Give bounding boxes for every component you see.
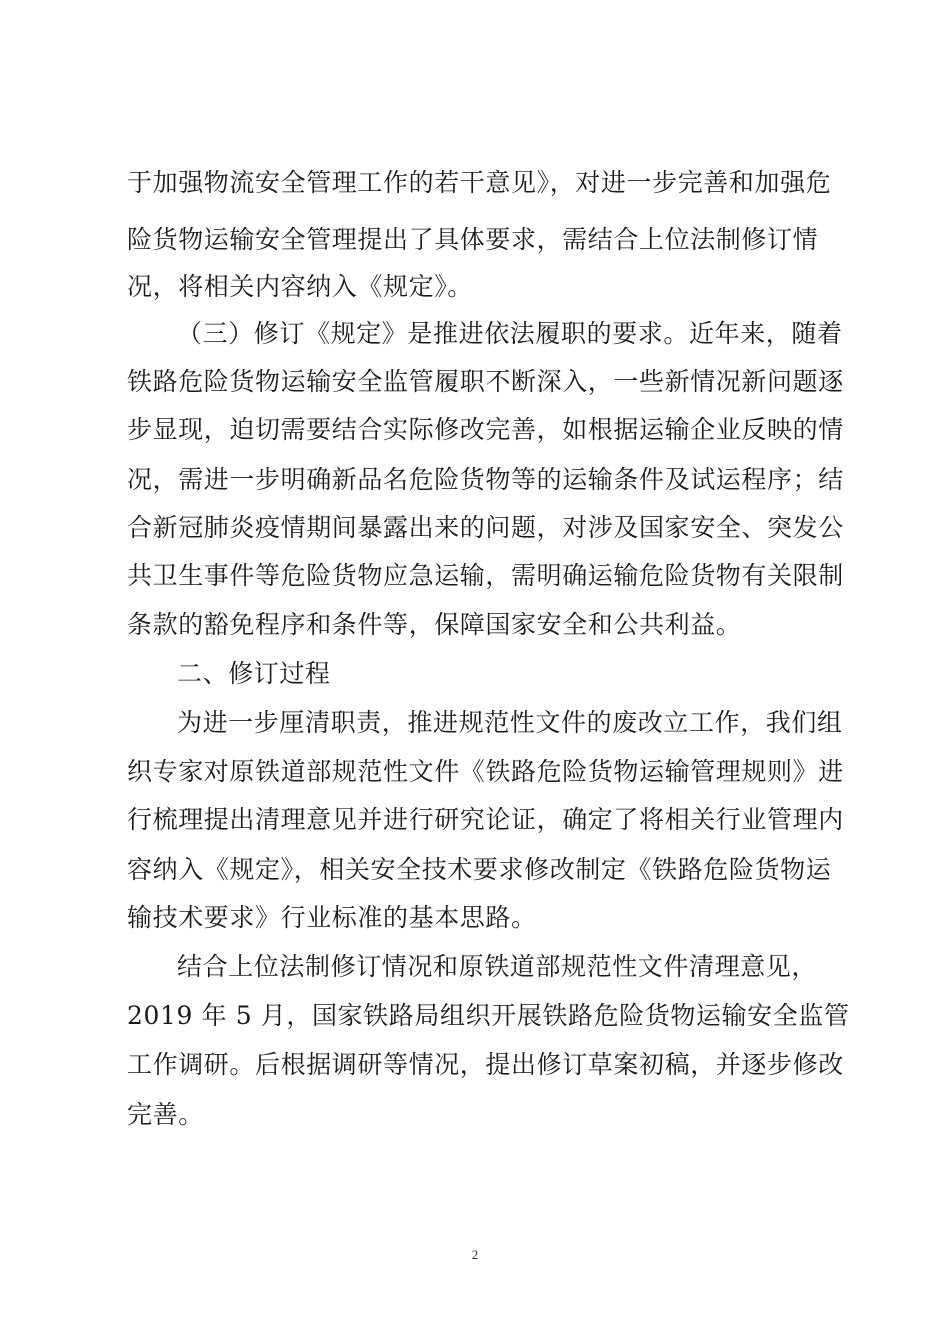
section-heading: 二、修订过程 (177, 659, 331, 688)
text-line: 完善。 (127, 1100, 204, 1129)
page-number: 2 (471, 1247, 479, 1262)
text-line: 条款的豁免程序和条件等，保障国家安全和公共利益。 (127, 610, 742, 639)
text-line: 铁路危险货物运输安全监管履职不断深入，一些新情况新问题逐 (127, 367, 844, 396)
text-line: 险货物运输安全管理提出了具体要求，需结合上位法制修订情 (127, 225, 819, 254)
text-line: 织专家对原铁道部规范性文件《铁路危险货物运输管理规则》进 (127, 757, 844, 786)
text-line: 于加强物流安全管理工作的若干意见》，对进一步完善和加强危 (127, 168, 832, 197)
text-line: 为进一步厘清职责，推进规范性文件的废改立工作，我们组 (177, 708, 843, 737)
text-line: 结合上位法制修订情况和原铁道部规范性文件清理意见， (177, 952, 818, 981)
text-line: 况，需进一步明确新品名危险货物等的运输条件及试运程序；结 (127, 465, 844, 494)
text-line: 容纳入《规定》，相关安全技术要求修改制定《铁路危险货物运 (127, 855, 832, 884)
text-line: 况，将相关内容纳入《规定》。 (127, 272, 473, 301)
text-line: 输技术要求》行业标准的基本思路。 (127, 903, 537, 932)
section-three-heading: （三）修订《规定》是推进依法履职的要求。近年来，随着 (177, 319, 843, 348)
text-line: 合新冠肺炎疫情期间暴露出来的问题，对涉及国家安全、突发公 (127, 513, 844, 542)
text-line: 步显现，迫切需要结合实际修改完善，如根据运输企业反映的情 (127, 415, 844, 444)
text-line: 工作调研。后根据调研等情况，提出修订草案初稿，并逐步修改 (127, 1050, 844, 1079)
text-line: 2019 年 5 月，国家铁路局组织开展铁路危险货物运输安全监管 (127, 1001, 850, 1030)
text-line: 行梳理提出清理意见并进行研究论证，确定了将相关行业管理内 (127, 805, 844, 834)
text-line: 共卫生事件等危险货物应急运输，需明确运输危险货物有关限制 (127, 561, 844, 590)
